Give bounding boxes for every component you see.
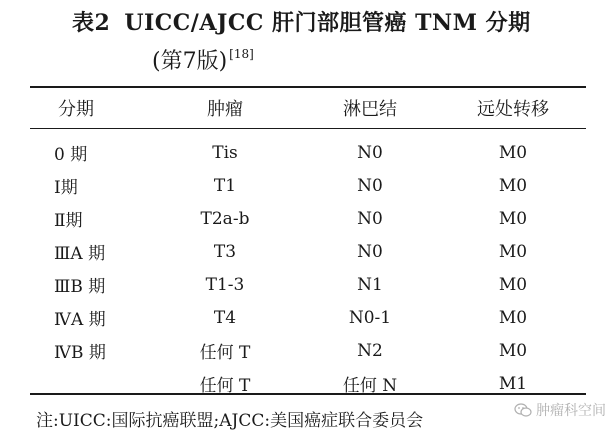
- table-footnote: 注:UICC:国际抗癌联盟;AJCC:美国癌症联合委员会: [36, 411, 424, 431]
- cell-metastasis: M0: [498, 241, 528, 262]
- table-title-edition: [152, 44, 254, 75]
- cell-lymph-node: N1: [357, 274, 383, 295]
- cell-metastasis: M1: [498, 373, 528, 394]
- cell-metastasis: M0: [498, 307, 528, 328]
- cell-stage: [30, 367, 150, 400]
- cell-tumor: T1: [213, 175, 237, 196]
- cell-lymph-node: N0: [357, 241, 383, 262]
- cell-stage: 0 期: [54, 145, 88, 165]
- header-tumor: 肿瘤: [207, 99, 243, 120]
- table-row: [30, 202, 586, 235]
- staging-table: [30, 88, 586, 400]
- cell-stage: ⅢB 期: [54, 277, 106, 297]
- cell-lymph-node: N0-1: [348, 307, 392, 328]
- cell-metastasis: M0: [498, 340, 528, 361]
- cell-stage: Ⅱ期: [54, 211, 83, 231]
- cell-tumor: T2a-b: [200, 208, 250, 229]
- cell-stage: ⅢA 期: [54, 244, 106, 264]
- cell-stage: Ⅰ期: [54, 178, 78, 198]
- cell-stage: ⅣA 期: [54, 310, 106, 330]
- watermark-text: 肿瘤科空间: [536, 403, 606, 419]
- cell-tumor: Tis: [212, 142, 238, 163]
- header-lymph-node: 淋巴结: [343, 99, 397, 120]
- table-row: [30, 334, 586, 367]
- table-row: [30, 169, 586, 202]
- table-row: [30, 268, 586, 301]
- cell-stage: ⅣB 期: [54, 343, 106, 363]
- header-stage: 分期: [58, 99, 94, 120]
- table-row: [30, 128, 586, 169]
- cell-lymph-node: N2: [357, 340, 383, 361]
- cell-metastasis: M0: [498, 142, 528, 163]
- edition-text: (第7版): [152, 49, 228, 74]
- wechat-icon: [514, 403, 532, 417]
- cell-tumor: T1-3: [205, 274, 245, 295]
- table-header-row: [30, 88, 586, 128]
- watermark: [514, 400, 606, 420]
- cell-tumor: T3: [213, 241, 237, 262]
- cell-lymph-node: N0: [357, 208, 383, 229]
- cell-metastasis: M0: [498, 175, 528, 196]
- table-row: [30, 235, 586, 268]
- cell-tumor: 任何 T: [199, 343, 251, 363]
- cell-lymph-node: N0: [357, 175, 383, 196]
- cell-lymph-node: N0: [357, 142, 383, 163]
- cell-tumor: 任何 T: [199, 376, 251, 396]
- cell-metastasis: M0: [498, 274, 528, 295]
- header-metastasis: 远处转移: [477, 99, 549, 120]
- table-row: [30, 301, 586, 334]
- table-title-text: UICC/AJCC 肝门部胆管癌 TNM 分期: [124, 10, 531, 36]
- table-title: [72, 6, 531, 37]
- table-number-label: 表2: [72, 10, 111, 36]
- reference-marker: [18]: [229, 47, 254, 61]
- table-row: [30, 367, 586, 400]
- cell-metastasis: M0: [498, 208, 528, 229]
- cell-lymph-node: 任何 N: [342, 376, 398, 396]
- cell-tumor: T4: [213, 307, 237, 328]
